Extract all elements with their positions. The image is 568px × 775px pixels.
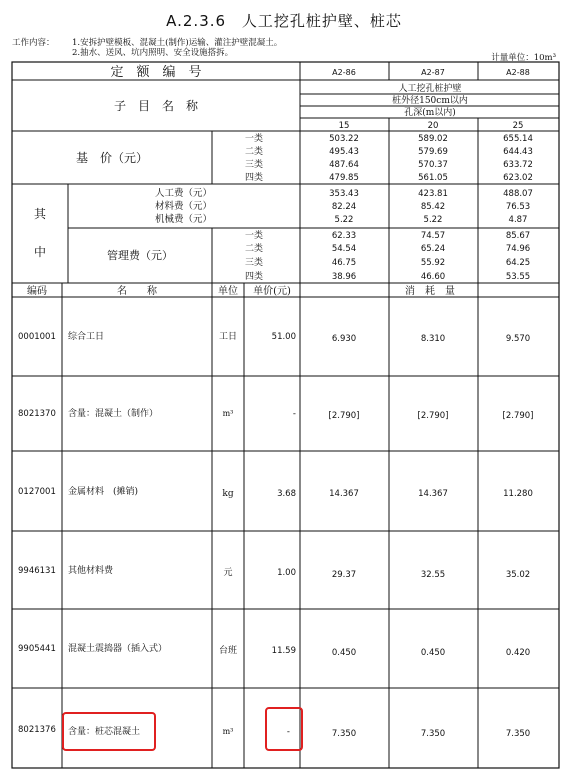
row-unit: 台班: [218, 646, 238, 656]
base-price-value: 495.43: [329, 147, 359, 157]
row-value: [2.790]: [417, 411, 449, 421]
machine-cost-value: 4.87: [508, 215, 528, 225]
col-header-unit: 单位: [218, 286, 238, 297]
quota-code-1: A2-86: [332, 68, 356, 77]
row-name: 含量：混凝土（制作）: [68, 409, 159, 419]
class-label: 四类: [244, 272, 263, 282]
among-label-top: 其: [33, 207, 47, 221]
row-value: 0.450: [331, 648, 357, 658]
col-header-code: 编码: [27, 286, 47, 297]
row-code: 0127001: [18, 487, 56, 497]
row-unit-price: -: [286, 727, 290, 737]
management-fee-value: 85.67: [505, 231, 531, 241]
row-code: 9905441: [18, 644, 56, 654]
row-value: 32.55: [420, 570, 446, 580]
base-price-value: 644.43: [503, 147, 533, 157]
management-fee-value: 46.60: [420, 272, 446, 282]
measurement-unit: 计量单位：10m³: [491, 53, 556, 63]
class-label: 四类: [244, 173, 263, 183]
row-code: 8021370: [18, 409, 56, 419]
row-unit: 元: [223, 568, 233, 578]
base-price-value: 503.22: [329, 134, 359, 144]
row-value: 29.37: [331, 570, 357, 580]
management-fee-classes: [245, 229, 263, 282]
class-label: 一类: [244, 134, 263, 144]
depth-15: 15: [338, 121, 350, 131]
table-row: [18, 725, 530, 739]
management-fee-value: 74.57: [420, 231, 446, 241]
col-header-name: 名 称: [117, 286, 157, 297]
base-price-value: 589.02: [418, 134, 448, 144]
row-value: 0.450: [420, 648, 446, 658]
row-unit-price: 3.68: [277, 489, 296, 499]
management-fee-value: 74.96: [505, 244, 531, 254]
base-price-label: 基 价（元）: [75, 151, 149, 165]
row-value: 7.350: [505, 729, 531, 739]
row-value: 9.570: [505, 334, 531, 344]
subject-name: 人工挖孔桩护壁: [398, 84, 462, 94]
machine-cost-label: 机械费（元）: [154, 214, 212, 225]
row-name: 其他材料费: [68, 566, 114, 576]
row-unit: kg: [222, 489, 234, 499]
labor-cost-value: 423.81: [418, 189, 448, 199]
highlight-box-price: [266, 708, 302, 750]
base-price-classes: [245, 132, 263, 183]
management-fee-label: 管理费（元）: [107, 249, 173, 262]
work-content-line-1: 1.安拆护壁模板、混凝土(制作)运输、灌注护壁混凝土。: [72, 38, 283, 48]
row-code: 8021376: [18, 725, 56, 735]
work-content-label: 工作内容：: [12, 38, 55, 48]
quota-code-2: A2-87: [421, 68, 445, 77]
labor-cost-value: 353.43: [329, 189, 359, 199]
row-name: 金属材料 (摊销): [68, 487, 139, 497]
col-header-consumption: 消 耗 量: [405, 286, 455, 297]
base-price-values: [329, 134, 533, 183]
table-row: [18, 564, 530, 580]
management-fee-value: 53.55: [505, 272, 531, 282]
row-value: [2.790]: [328, 411, 360, 421]
base-price-value: 633.72: [503, 160, 533, 170]
among-label-bottom: 中: [33, 245, 47, 259]
material-cost-label: 材料费（元）: [154, 201, 212, 212]
table-row: [18, 485, 533, 499]
row-value: 11.280: [503, 489, 533, 499]
labor-cost-value: 488.07: [503, 189, 533, 199]
management-fee-value: 46.75: [331, 258, 357, 268]
base-price-value: 561.05: [418, 173, 448, 183]
row-unit-price: -: [292, 409, 296, 419]
row-name: 含量：桩芯混凝土: [68, 727, 141, 737]
section-name: 人工挖孔桩护壁、桩芯: [241, 12, 402, 30]
management-fee-value: 54.54: [331, 244, 357, 254]
row-value: [2.790]: [502, 411, 534, 421]
class-label: 二类: [244, 147, 263, 157]
base-price-value: 655.14: [503, 134, 533, 144]
management-fee-values: [332, 231, 530, 282]
section-code: A.2.3.6: [166, 12, 227, 30]
row-unit: 工日: [218, 332, 238, 342]
row-code: 0001001: [18, 332, 56, 342]
row-code: 9946131: [18, 566, 56, 576]
class-label: 二类: [244, 244, 263, 254]
depth-20: 20: [427, 121, 439, 131]
base-price-value: 479.85: [329, 173, 359, 183]
cost-breakdown-values: [329, 189, 533, 225]
row-unit-price: 1.00: [277, 568, 296, 578]
table-row: [18, 642, 530, 658]
labor-cost-label: 人工费（元）: [154, 188, 212, 199]
row-value: 14.367: [329, 489, 359, 499]
management-fee-value: 65.24: [420, 244, 446, 254]
row-name: 混凝土震捣器（插入式）: [68, 644, 168, 654]
base-price-value: 623.02: [503, 173, 533, 183]
base-price-value: 487.64: [329, 160, 359, 170]
machine-cost-value: 5.22: [334, 215, 354, 225]
item-name-label: 子 目 名 称: [113, 99, 199, 113]
quota-code-3: A2-88: [506, 68, 530, 77]
pile-diameter: 桩外径150cm以内: [392, 96, 468, 106]
table-row: [18, 407, 533, 421]
row-value: 14.367: [418, 489, 448, 499]
machine-cost-value: 5.22: [423, 215, 443, 225]
hole-depth-label: 孔深(m以内): [404, 108, 456, 118]
table-row: [18, 330, 530, 344]
management-fee-value: 64.25: [505, 258, 531, 268]
class-label: 三类: [244, 258, 263, 268]
row-value: 0.420: [505, 648, 531, 658]
row-value: 6.930: [331, 334, 357, 344]
management-fee-value: 62.33: [331, 231, 357, 241]
base-price-value: 570.37: [418, 160, 448, 170]
base-price-value: 579.69: [418, 147, 448, 157]
material-cost-value: 85.42: [420, 202, 446, 212]
row-value: 7.350: [331, 729, 357, 739]
management-fee-value: 38.96: [331, 272, 357, 282]
row-value: 7.350: [420, 729, 446, 739]
work-content-line-2: 2.抽水、送风、坑内照明、安全设施搭拆。: [72, 48, 234, 58]
col-header-unit-price: 单价(元): [253, 286, 291, 297]
management-fee-value: 55.92: [420, 258, 446, 268]
class-label: 一类: [244, 231, 263, 241]
row-unit-price: 11.59: [271, 646, 296, 656]
material-cost-value: 82.24: [331, 202, 357, 212]
row-value: 8.310: [420, 334, 446, 344]
depth-25: 25: [512, 121, 524, 131]
row-unit-price: 51.00: [271, 332, 296, 342]
row-name: 综合工日: [68, 332, 105, 342]
row-unit: m³: [222, 727, 234, 736]
class-label: 三类: [244, 160, 263, 170]
row-unit: m³: [222, 409, 234, 418]
quota-number-label: 定 额 编 号: [110, 65, 202, 80]
material-cost-value: 76.53: [505, 202, 531, 212]
row-value: 35.02: [505, 570, 531, 580]
